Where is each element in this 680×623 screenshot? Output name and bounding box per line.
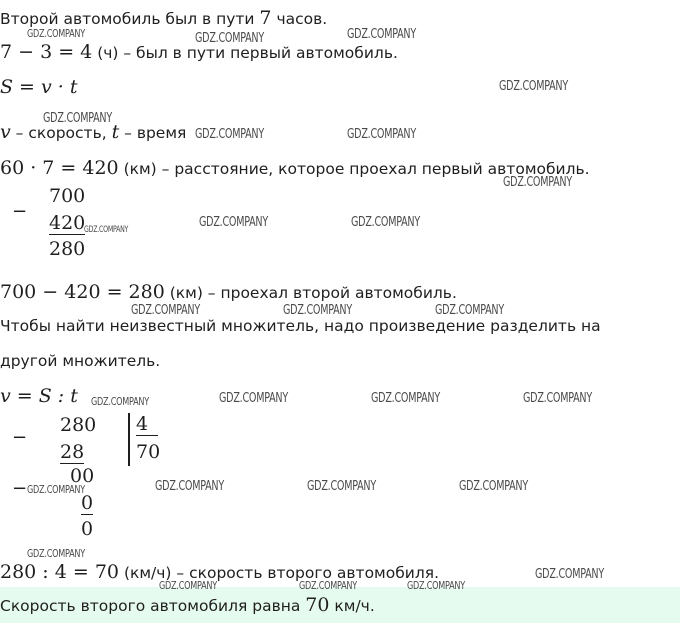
watermark: GDZ.COMPANY bbox=[91, 395, 149, 408]
watermark: GDZ.COMPANY bbox=[195, 31, 264, 46]
watermark: GDZ.COMPANY bbox=[307, 479, 376, 494]
quotient: 70 bbox=[136, 441, 161, 463]
watermark: GDZ.COMPANY bbox=[503, 175, 572, 190]
minuend: 700 bbox=[49, 185, 86, 207]
subtrahend: 420 bbox=[49, 212, 86, 234]
watermark: GDZ.COMPANY bbox=[347, 27, 416, 42]
line-5: 60 · 7 = 420 (км) – расстояние, которое проехал первый автомобиль. bbox=[0, 157, 590, 179]
watermark: GDZ.COMPANY bbox=[523, 391, 592, 406]
watermark: GDZ.COMPANY bbox=[43, 111, 112, 126]
watermark: GDZ.COMPANY bbox=[351, 215, 420, 230]
watermark: GDZ.COMPANY bbox=[195, 127, 264, 142]
dividend: 280 bbox=[60, 414, 97, 436]
watermark: GDZ.COMPANY bbox=[535, 567, 604, 582]
line-1: Второй автомобиль был в пути 7 часов. bbox=[0, 7, 328, 29]
remainder-2: 0 bbox=[81, 518, 94, 540]
line-8: другой множитель. bbox=[0, 352, 161, 370]
watermark: GDZ.COMPANY bbox=[283, 303, 352, 318]
line-10: 280 : 4 = 70 (км/ч) – скорость второго автомобиля. bbox=[0, 561, 440, 583]
answer-text: Скорость второго автомобиля равна 70 км/ч. bbox=[0, 594, 375, 616]
partial-product-2: 0 bbox=[81, 492, 94, 514]
watermark: GDZ.COMPANY bbox=[407, 579, 465, 592]
line-9-formula: v = S : t bbox=[0, 385, 78, 407]
divisor: 4 bbox=[136, 413, 158, 436]
watermark: GDZ.COMPANY bbox=[219, 391, 288, 406]
minus-sign-2: − bbox=[12, 478, 28, 499]
minus-sign-1: − bbox=[12, 427, 28, 448]
watermark: GDZ.COMPANY bbox=[27, 27, 85, 40]
watermark: GDZ.COMPANY bbox=[155, 479, 224, 494]
watermark: GDZ.COMPANY bbox=[371, 391, 440, 406]
line-4: v – скорость, t – время bbox=[0, 121, 187, 143]
watermark: GDZ.COMPANY bbox=[84, 225, 129, 235]
watermark: GDZ.COMPANY bbox=[199, 215, 268, 230]
difference: 280 bbox=[49, 238, 86, 260]
watermark: GDZ.COMPANY bbox=[131, 303, 200, 318]
watermark: GDZ.COMPANY bbox=[499, 79, 568, 94]
remainder-1: 00 bbox=[70, 465, 95, 487]
watermark: GDZ.COMPANY bbox=[347, 127, 416, 142]
watermark: GDZ.COMPANY bbox=[159, 579, 217, 592]
line-7: Чтобы найти неизвестный множитель, надо произведение разделить на bbox=[0, 317, 601, 335]
minus-sign: − bbox=[12, 201, 28, 222]
watermark: GDZ.COMPANY bbox=[27, 547, 85, 560]
watermark: GDZ.COMPANY bbox=[27, 483, 85, 496]
line-3-formula: S = v · t bbox=[0, 76, 78, 98]
watermark: GDZ.COMPANY bbox=[459, 479, 528, 494]
partial-product: 28 bbox=[60, 441, 85, 463]
watermark: GDZ.COMPANY bbox=[299, 579, 357, 592]
line-2: 7 − 3 = 4 (ч) – был в пути первый автомобиль. bbox=[0, 41, 398, 63]
division-bar bbox=[128, 413, 130, 466]
line-6: 700 − 420 = 280 (км) – проехал второй автомобиль. bbox=[0, 281, 457, 303]
watermark: GDZ.COMPANY bbox=[435, 303, 504, 318]
